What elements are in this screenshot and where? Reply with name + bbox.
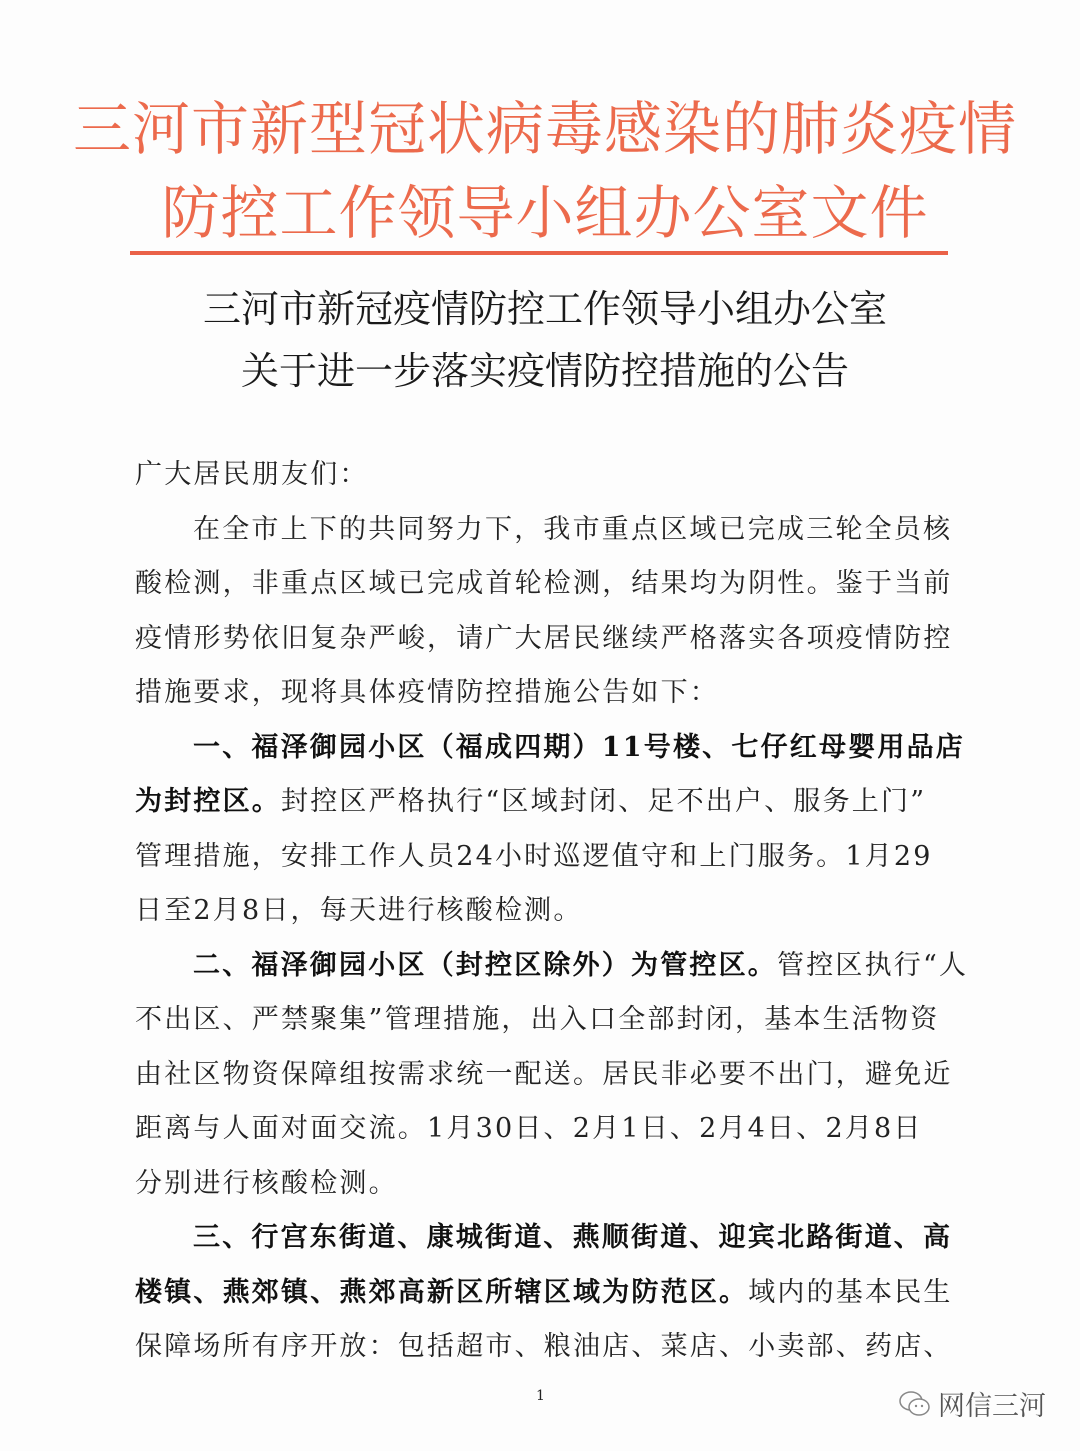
text-segment: 日至2月8日，每天进行核酸检测。: [135, 895, 583, 926]
watermark: [898, 1384, 1046, 1423]
notice-body: [135, 448, 969, 1375]
text-segment: 封控区严格执行“区域封闭、足不出户、服务上门”: [281, 786, 927, 817]
body-line: [135, 830, 965, 885]
wechat-icon: [898, 1389, 932, 1419]
body-line: [135, 1048, 965, 1103]
bold-text-segment: 二、福泽御园小区（封控区除外）为管控区。: [193, 949, 777, 981]
text-segment: 管理措施，安排工作人员24小时巡逻值守和上门服务。1月29: [135, 840, 933, 872]
text-segment: 措施要求，现将具体疫情防控措施公告如下：: [135, 677, 719, 708]
body-line: [135, 939, 969, 994]
document-header-title-line1: 三河市新型冠状病毒感染的肺炎疫情: [72, 95, 1017, 163]
header-divider: [130, 251, 948, 255]
body-line: [135, 884, 965, 939]
body-line: [135, 775, 965, 830]
body-line: [135, 448, 965, 503]
body-line: [135, 1102, 965, 1157]
text-segment: 分别进行核酸检测。: [135, 1167, 398, 1199]
body-line: [135, 1157, 965, 1212]
text-segment: 域内的基本民生: [748, 1276, 953, 1308]
text-segment: 由社区物资保障组按需求统一配送。居民非必要不出门，避免近: [135, 1058, 953, 1090]
body-line: [135, 721, 965, 776]
notice-title-line1: 三河市新冠疫情防控工作领导小组办公室: [202, 287, 887, 331]
page-number: 1: [536, 1388, 545, 1404]
watermark-text: 网信三河: [938, 1391, 1046, 1422]
body-line: [135, 666, 965, 721]
bold-text-segment: 楼镇、燕郊镇、燕郊高新区所辖区域为防范区。: [135, 1276, 749, 1308]
text-segment: 不出区、严禁聚集”管理措施，出入口全部封闭，基本生活物资: [135, 1004, 940, 1035]
bold-text-segment: 三、行宫东街道、康城街道、燕顺街道、迎宾北路街道、高: [193, 1222, 953, 1253]
text-segment: 保障场所有序开放：包括超市、粮油店、菜店、小卖部、药店、: [135, 1331, 953, 1362]
text-segment: 疫情形势依旧复杂严峻，请广大居民继续严格落实各项疫情防控: [135, 622, 953, 654]
bold-text-segment: 为封控区。: [135, 786, 281, 817]
notice-title-line2: 关于进一步落实疫情防控措施的公告: [240, 349, 849, 393]
text-segment: 广大居民朋友们：: [135, 459, 369, 490]
document-header-title-line2: 防控工作领导小组办公室文件: [161, 179, 929, 247]
body-line: [135, 1266, 965, 1321]
text-segment: 在全市上下的共同努力下，我市重点区域已完成三轮全员核: [193, 513, 953, 545]
body-line: [135, 993, 965, 1048]
body-line: [135, 1320, 965, 1375]
body-line: [135, 557, 965, 612]
body-line: [135, 503, 965, 558]
text-segment: 距离与人面对面交流。1月30日、2月1日、2月4日、2月8日: [135, 1113, 923, 1144]
text-segment: 酸检测，非重点区域已完成首轮检测，结果均为阴性。鉴于当前: [135, 568, 953, 599]
bold-text-segment: 一、福泽御园小区（福成四期）11号楼、七仔红母婴用品店: [193, 731, 965, 763]
body-line: [135, 612, 965, 667]
body-line: [135, 1211, 965, 1266]
text-segment: 管控区执行“人: [777, 949, 969, 981]
